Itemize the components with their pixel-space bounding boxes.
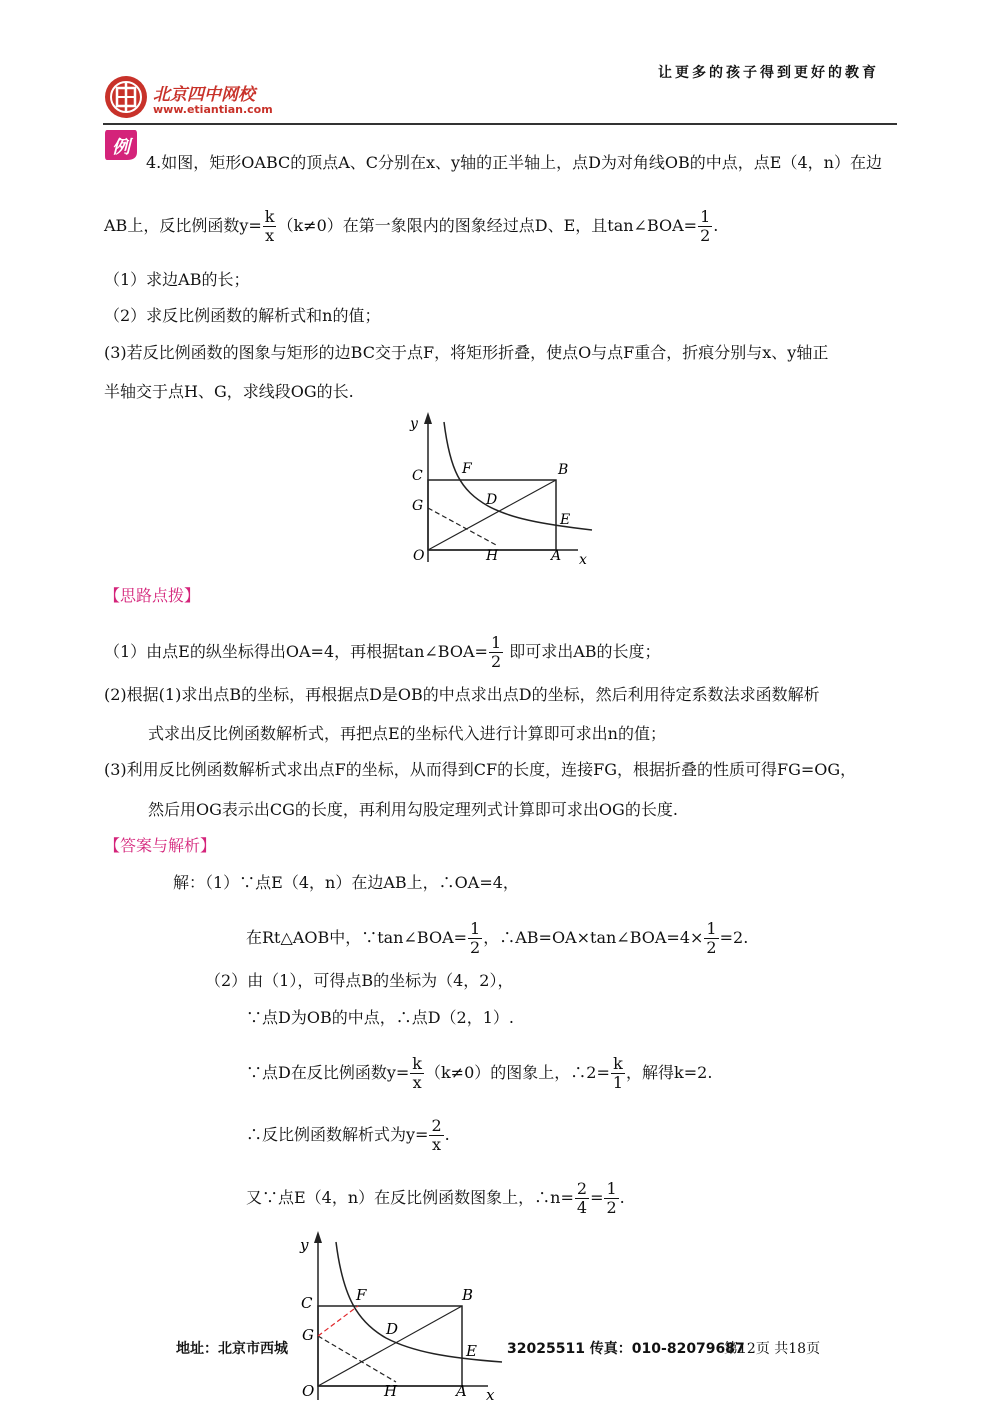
answer-7 — [246, 1180, 625, 1217]
answer-4: ∵点D为OB的中点，∴点D（2，1）. — [246, 1008, 514, 1027]
label-d: D — [386, 1320, 399, 1338]
numerator: 1 — [606, 1179, 617, 1198]
header-rule — [103, 123, 897, 125]
label-d: D — [486, 492, 498, 508]
y-arrow-icon — [424, 412, 432, 424]
figure-2 — [288, 1228, 518, 1408]
figure-1 — [400, 410, 600, 570]
hint-3-line-2: 然后用OG表示出CG的长度，再利用勾股定理列式计算即可求出OG的长度. — [148, 800, 678, 819]
denominator: 2 — [470, 938, 481, 957]
hint-2-line-1: (2)根据(1)求出点B的坐标，再根据点D是OB的中点求出点D的坐标，然后利用待定系数法求函数解析 — [104, 685, 820, 704]
label-o: O — [413, 548, 425, 564]
answer-3: （2）由（1），可得点B的坐标为（4，2）， — [205, 971, 514, 990]
label-g: G — [302, 1326, 314, 1344]
logo-name: 北京四中网校 — [153, 85, 255, 105]
label-c: C — [301, 1294, 313, 1312]
text: . — [713, 216, 719, 235]
label-f: F — [356, 1286, 367, 1304]
text: ∵点D在反比例函数y= — [246, 1063, 410, 1082]
numerator: 1 — [470, 919, 481, 938]
text: . — [444, 1125, 450, 1144]
answer-6 — [246, 1117, 450, 1154]
answer-1: 解：（1）∵点E（4，n）在边AB上，∴OA=4， — [173, 873, 519, 892]
fraction-1-2 — [698, 208, 712, 245]
numerator: 1 — [700, 207, 711, 226]
hint-1 — [104, 634, 661, 671]
text: 在Rt△AOB中，∵tan∠BOA= — [246, 928, 468, 947]
numerator: k — [264, 207, 275, 226]
numerator: 1 — [706, 919, 717, 938]
hint-title: 【思路点拨】 — [104, 586, 201, 605]
text: 又∵点E（4，n）在反比例函数图象上，∴n= — [246, 1188, 574, 1207]
answer-5 — [246, 1055, 712, 1092]
label-h: H — [486, 548, 499, 564]
denominator: 2 — [700, 226, 711, 245]
logo-url: www.etiantian.com — [153, 103, 273, 116]
problem-line-2 — [104, 208, 718, 245]
header-slogan: 让更多的孩子得到更好的教育 — [658, 65, 879, 81]
fraction-k-x — [263, 208, 277, 245]
text: ，解得k=2. — [626, 1063, 713, 1082]
denominator: 2 — [490, 652, 502, 671]
denominator: 1 — [612, 1073, 624, 1092]
example-badge — [103, 128, 139, 162]
denominator: x — [432, 1135, 442, 1154]
numerator: 2 — [431, 1116, 442, 1135]
footer-contact: 32025511 传真：010-82079687 — [507, 1341, 745, 1357]
label-x: x — [486, 1386, 495, 1404]
answer-title: 【答案与解析】 — [104, 836, 217, 855]
label-y: y — [300, 1236, 309, 1254]
text: = — [590, 1188, 604, 1207]
text: （k≠0）的图象上，∴2= — [424, 1063, 610, 1082]
label-b: B — [558, 462, 569, 478]
school-logo — [103, 74, 303, 122]
question-1: （1）求边AB的长； — [104, 270, 250, 289]
hint-2-line-2: 式求出反比例函数解析式，再把点E的坐标代入进行计算即可求出n的值； — [148, 724, 666, 743]
text: ，∴AB=OA×tan∠BOA=4× — [483, 928, 704, 947]
label-f: F — [462, 461, 472, 477]
question-3-line-2: 半轴交于点H、G，求线段OG的长. — [104, 382, 354, 401]
label-e: E — [560, 512, 571, 528]
logo-emblem-icon — [103, 74, 149, 120]
label-a: A — [456, 1382, 467, 1400]
question-2: （2）求反比例函数的解析式和n的值； — [104, 306, 381, 325]
numerator: k — [412, 1054, 422, 1073]
footer-address: 地址：北京市西城 — [176, 1341, 288, 1357]
problem-line-1: 4.如图，矩形OABC的顶点A、C分别在x、y轴的正半轴上，点D为对角线OB的中点，点E（4，n）在边 — [146, 153, 882, 172]
text: （1）由点E的纵坐标得出OA=4，再根据tan∠BOA= — [104, 642, 488, 661]
text: AB上，反比例函数y= — [104, 216, 262, 235]
numerator: k — [611, 1055, 625, 1074]
denominator: x — [265, 226, 275, 245]
fraction-1-2 — [489, 634, 503, 671]
fraction — [704, 920, 718, 957]
label-o: O — [302, 1382, 315, 1400]
denominator: x — [412, 1073, 422, 1092]
text: . — [619, 1188, 625, 1207]
question-3-line-1: (3)若反比例函数的图象与矩形的边BC交于点F，将矩形折叠，使点O与点F重合，折痕分别与x、y轴正 — [104, 343, 829, 362]
denominator: 2 — [606, 1198, 617, 1217]
denominator: 4 — [576, 1198, 588, 1217]
fold-line-gh — [318, 1336, 396, 1382]
answer-2 — [246, 920, 748, 957]
text: ∴反比例函数解析式为y= — [246, 1125, 429, 1144]
label-x: x — [579, 552, 587, 568]
numerator: 2 — [576, 1179, 588, 1198]
numerator: 1 — [490, 633, 502, 652]
label-h: H — [384, 1382, 398, 1400]
example-badge-label: 例 — [112, 137, 130, 158]
diagonal-ob — [318, 1306, 462, 1386]
footer-page: 第12页 共18页 — [724, 1341, 821, 1357]
diagonal-ob — [428, 480, 556, 550]
fraction — [575, 1180, 589, 1217]
y-arrow-icon — [314, 1231, 322, 1243]
label-y: y — [410, 416, 418, 432]
fraction — [429, 1117, 443, 1154]
label-a: A — [551, 548, 562, 564]
label-g: G — [412, 498, 424, 514]
fold-line-gh — [428, 508, 498, 546]
hint-3-line-1: (3)利用反比例函数解析式求出点F的坐标，从而得到CF的长度，连接FG，根据折叠的性质可得FG=OG， — [104, 760, 857, 779]
fraction — [410, 1055, 424, 1092]
text: =2. — [719, 928, 749, 947]
label-e: E — [466, 1342, 477, 1360]
text: 即可求出AB的长度； — [509, 642, 661, 661]
label-b: B — [462, 1286, 474, 1304]
text: （k≠0）在第一象限内的图象经过点D、E，且tan∠BOA= — [277, 216, 698, 235]
segment-fg — [318, 1306, 358, 1336]
fraction — [604, 1180, 618, 1217]
label-c: C — [412, 468, 423, 484]
fraction — [611, 1055, 625, 1092]
fraction — [468, 920, 482, 957]
denominator: 2 — [706, 938, 717, 957]
